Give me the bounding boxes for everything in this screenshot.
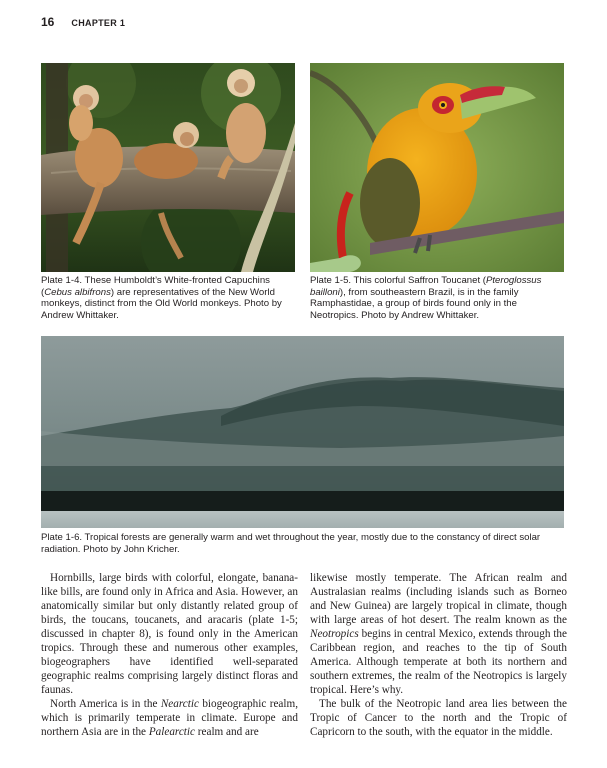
body-paragraph: Hornbills, large birds with colorful, elongate, banana-like bills, are found only in Africa and Asia. However, an anatomically similar but only distantly related group of birds, the toucans, toucanets, and aracaris (plate 1-5; discussed in chapter 8), is found only in the American tropics. Through these and numerous other examples, biogeographers have identified well-separated geographic realms comprising largely distinct floras and faunas.: [41, 572, 298, 696]
body-paragraph: North America is in the Nearctic biogeographic realm, which is primarily temperate in climate. Europe and northern Asia are in the Palearctic realm and are: [41, 698, 298, 738]
saffron-toucanet-photo: [310, 63, 564, 272]
plate-1-4-caption: Plate 1-4. These Humboldt’s White-fronted Capuchins (Cebus albifrons) are representatives of the New World monkeys, distinct from the Old World monkeys. Photo by Andrew Whittaker.: [41, 275, 282, 321]
body-column-right: [310, 571, 567, 739]
body-column-left: [41, 571, 298, 739]
body-paragraph: likewise mostly temperate. The African realm and Australasian realms (including islands such as Borneo and New Guinea) are largely tropical in climate, though with large areas of hot desert. The realm known as the Neotropics begins in central Mexico, extends through the Caribbean region, and reaches to the tip of South America. Although temperate at both its northern and southern extremes, the realm of the Neotropics is largely tropical. Here’s why.: [310, 572, 567, 696]
capuchin-monkeys-photo: [41, 63, 295, 272]
plate-1-5-caption: Plate 1-5. This colorful Saffron Toucanet (Pteroglossus bailloni), from southeastern Brazil, is in the family Ramphastidae, a group of birds found only in the Neotropics. Photo by Andrew Whittaker.: [310, 275, 542, 321]
running-header: [41, 15, 125, 29]
misty-forest-photo: [41, 336, 564, 528]
plate-1-6-caption: Plate 1-6. Tropical forests are generally warm and wet throughout the year, mostly due to the constancy of direct solar radiation. Photo by John Kricher.: [41, 532, 541, 555]
body-paragraph: The bulk of the Neotropic land area lies between the Tropic of Cancer to the north and the Tropic of Capricorn to the south, with the equator in the middle.: [310, 698, 567, 738]
chapter-label: CHAPTER 1: [71, 18, 126, 28]
page-number: 16: [41, 15, 55, 29]
